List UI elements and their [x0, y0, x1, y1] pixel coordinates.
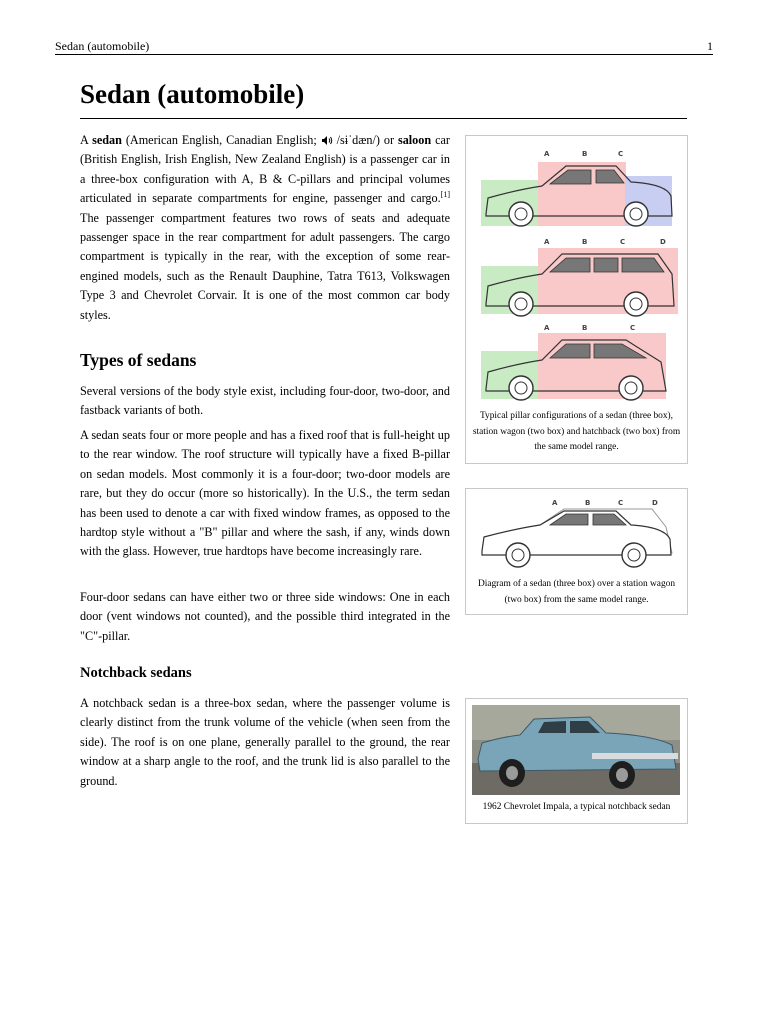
pillar-label: C: [618, 499, 624, 507]
figure-caption: Typical pillar configurations of a sedan (three box), station wagon (two box) and hatchback (two box) from the same model range.: [472, 411, 681, 452]
term-sedan: sedan: [92, 133, 122, 147]
pillar-label: B: [582, 238, 588, 246]
intro-paragraph: A sedan (American English, Canadian English; /sɨˈdæn/) or saloon car (British English, Irish English, New Zealand English) is a passenger car in a three-box configuration with A, B & C-pillars and principal volumes articulated in separate compartments for engine, passenger and cargo.[1] The passenger compartment features two rows of seats and adequate passenger space in the rear compartment for adult passengers. The cargo compartment is typically in the rear, with the exception of some rear-engined models, such as the Renault Dauphine, Tatra T613, Volkswagen Type 3 and Chevrolet Corvair. It is one of the most common car body styles.: [80, 133, 450, 322]
figure-pillar-configurations: [465, 135, 688, 464]
pillar-label: D: [652, 499, 658, 507]
section-heading-types: Types of sedans: [80, 350, 197, 370]
sedan-diagram: [481, 150, 672, 226]
page-number: 1: [707, 39, 713, 53]
pillar-label: C: [630, 324, 636, 332]
ipa-pronunciation[interactable]: /sɨˈdæn/: [332, 133, 376, 147]
pillar-label: A: [544, 150, 550, 158]
pillar-label: B: [585, 499, 591, 507]
hatchback-diagram: [481, 324, 666, 400]
speaker-icon[interactable]: [321, 133, 333, 144]
pillar-label: C: [620, 238, 626, 246]
pillar-label: B: [582, 150, 588, 158]
types-paragraph-2: A sedan seats four or more people and has a fixed roof that is full-height up to the rear window. The roof structure will typically have a fixed B-pillar on sedan models. Most commonly it is a four-door; two-door models are rare, but they do occur (more so historically). In the U.S., the term sedan has been used to denote a car with fixed window frames, as opposed to the hardtop style without a "B" pillar and where the sash, if any, winds down with the glass. However, true hardtops have become increasingly rare.: [80, 428, 450, 559]
figure-caption: Diagram of a sedan (three box) over a station wagon (two box) from the same model range.: [477, 579, 676, 605]
term-saloon: saloon: [397, 133, 432, 147]
page-title: Sedan (automobile): [80, 79, 305, 109]
running-header-title: Sedan (automobile): [55, 39, 150, 53]
impala-photo: [472, 705, 680, 795]
types-paragraph-1: Several versions of the body style exist, including four-door, two-door, and fastback variants of both.: [80, 384, 450, 418]
section-heading-notchback: Notchback sedans: [80, 665, 192, 681]
figure-sedan-wagon-overlay: [465, 488, 688, 615]
wagon-diagram: [481, 238, 678, 316]
pillar-label: D: [660, 238, 666, 246]
running-header: [55, 38, 713, 55]
pillar-label: A: [552, 499, 558, 507]
pillar-label: A: [544, 238, 550, 246]
pillar-label: C: [618, 150, 624, 158]
figure-caption: 1962 Chevrolet Impala, a typical notchback sedan: [482, 802, 671, 812]
pillar-diagram: [466, 136, 687, 401]
notchback-paragraph: A notchback sedan is a three-box sedan, where the passenger volume is clearly distinct from the trunk volume of the vehicle (when seen from the side). The roof is on one plane, generally parallel to the ground, the rear window at a sharp angle to the roof, and the trunk lid is also parallel to the ground.: [80, 696, 450, 788]
pillar-label: B: [582, 324, 588, 332]
types-paragraph-3: Four-door sedans can have either two or three side windows: One in each door (vent windows not counted), and the possible third integrated in the "C"-pillar.: [80, 590, 450, 643]
pillar-label: A: [544, 324, 550, 332]
figure-chevrolet-impala: [465, 698, 688, 824]
citation-link[interactable]: [1]: [440, 190, 450, 200]
overlay-diagram: [466, 489, 687, 577]
title-divider: [80, 118, 687, 119]
